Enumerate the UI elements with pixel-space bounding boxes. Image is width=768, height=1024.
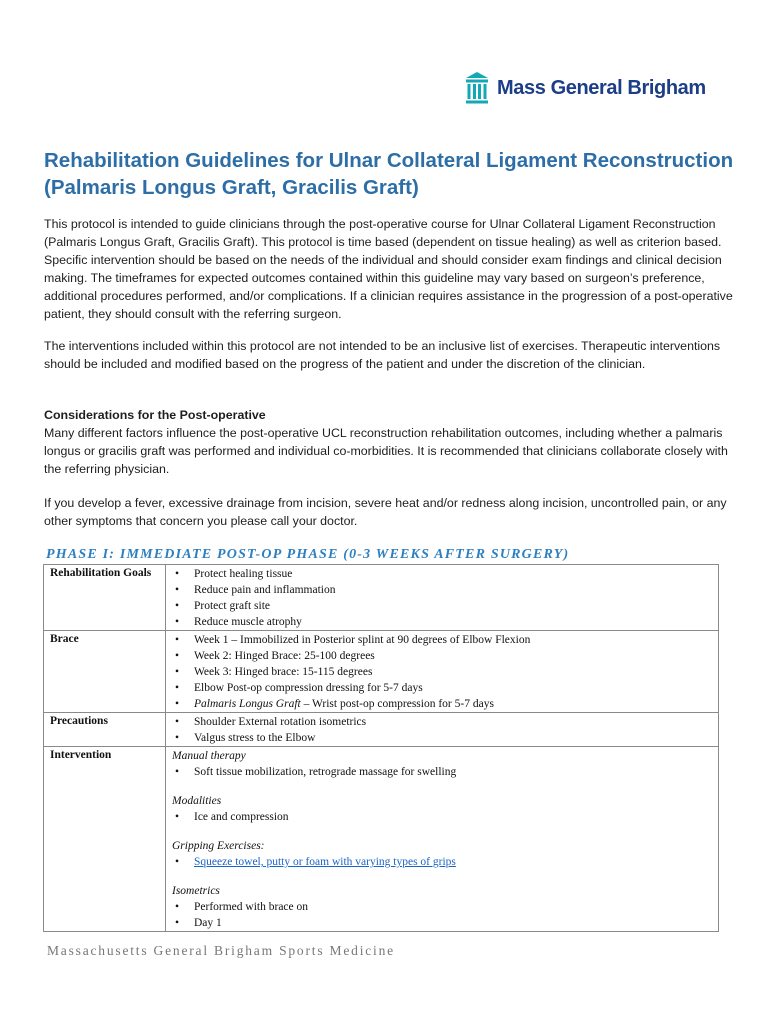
list-item: • Elbow Post-op compression dressing for 5-7 days <box>172 680 713 696</box>
gripping-exercise-link[interactable]: Squeeze towel, putty or foam with varying types of grips <box>194 856 456 868</box>
list-item: • Protect healing tissue <box>172 566 713 582</box>
considerations-paragraph: Many different factors influence the post-operative UCL reconstruction rehabilitation outcomes, including whether a palmaris longus or gracilis graft was performed and individual co-morbidities. It is recommended that clinicians collaborate closely with the referring physician. <box>44 426 728 476</box>
gripping-heading: Gripping Exercises: <box>172 840 265 852</box>
table-row <box>44 631 719 713</box>
table-row <box>44 713 719 747</box>
phase-heading: PHASE I: IMMEDIATE POST-OP PHASE (0-3 WEEKS AFTER SURGERY) <box>46 547 570 562</box>
list-item: • Valgus stress to the Elbow <box>172 730 713 746</box>
list-item: • Day 1 <box>172 915 713 931</box>
page-footer: Massachusetts General Brigham Sports Medicine <box>47 943 395 958</box>
table-row <box>44 747 719 932</box>
mgb-building-icon <box>465 71 489 105</box>
row-label: Brace <box>44 631 166 713</box>
list-item: • Reduce pain and inflammation <box>172 582 713 598</box>
list-item: • Reduce muscle atrophy <box>172 614 713 630</box>
list-item: • Protect graft site <box>172 598 713 614</box>
row-label: Precautions <box>44 713 166 747</box>
table-row <box>44 565 719 631</box>
list-item: • Soft tissue mobilization, retrograde massage for swelling <box>172 764 713 780</box>
list-item: • Shoulder External rotation isometrics <box>172 714 713 730</box>
list-item: • Week 2: Hinged Brace: 25-100 degrees <box>172 648 713 664</box>
graft-compression-text: – Wrist post-op compression for 5-7 days <box>300 698 494 710</box>
warning-paragraph: If you develop a fever, excessive drainage from incision, severe heat and/or redness along incision, uncontrolled pain, or any other symptoms that concern you please call your doctor. <box>44 496 727 528</box>
graft-type-label: Palmaris Longus Graft <box>194 698 301 710</box>
manual-therapy-heading: Manual therapy <box>172 750 246 762</box>
isometrics-heading: Isometrics <box>172 885 220 897</box>
row-label: Rehabilitation Goals <box>44 565 166 631</box>
page-title: Rehabilitation Guidelines for Ulnar Collateral Ligament Reconstruction (Palmaris Longus Graft, Gracilis Graft) <box>44 149 734 199</box>
considerations-heading: Considerations for the Post-operative <box>44 408 266 422</box>
interventions-paragraph: The interventions included within this protocol are not intended to be an inclusive list of exercises. Therapeutic interventions should be included and modified based on the progress of the patient and under the discretion of the clinician. <box>44 339 721 371</box>
row-content <box>166 747 719 932</box>
row-content <box>166 713 719 747</box>
logo-text: Mass General Brigham <box>497 76 706 99</box>
list-item <box>172 854 713 870</box>
brand-logo <box>465 71 706 105</box>
row-content <box>166 565 719 631</box>
list-item: • Ice and compression <box>172 809 713 825</box>
modalities-heading: Modalities <box>172 795 222 807</box>
row-label: Intervention <box>44 747 166 932</box>
list-item <box>172 696 713 712</box>
protocol-table <box>43 564 719 932</box>
list-item: • Week 1 – Immobilized in Posterior splint at 90 degrees of Elbow Flexion <box>172 632 713 648</box>
list-item: • Week 3: Hinged brace: 15-115 degrees <box>172 664 713 680</box>
row-content <box>166 631 719 713</box>
intro-paragraph: This protocol is intended to guide clinicians through the post-operative course for Ulnar Collateral Ligament Reconstruction (Palmaris Longus Graft, Gracilis Graft). This protocol is time based (dependent on tissue healing) as well as criterion based. Specific intervention should be based on the needs of the individual and should consider exam findings and clinical decision making. The timeframes for expected outcomes contained within this guideline may vary based on surgeon’s preference, additional procedures performed, and/or complications. If a clinician requires assistance in the progression of a post-operative patient, they should consult with the referring surgeon. <box>44 217 733 321</box>
list-item: • Performed with brace on <box>172 899 713 915</box>
